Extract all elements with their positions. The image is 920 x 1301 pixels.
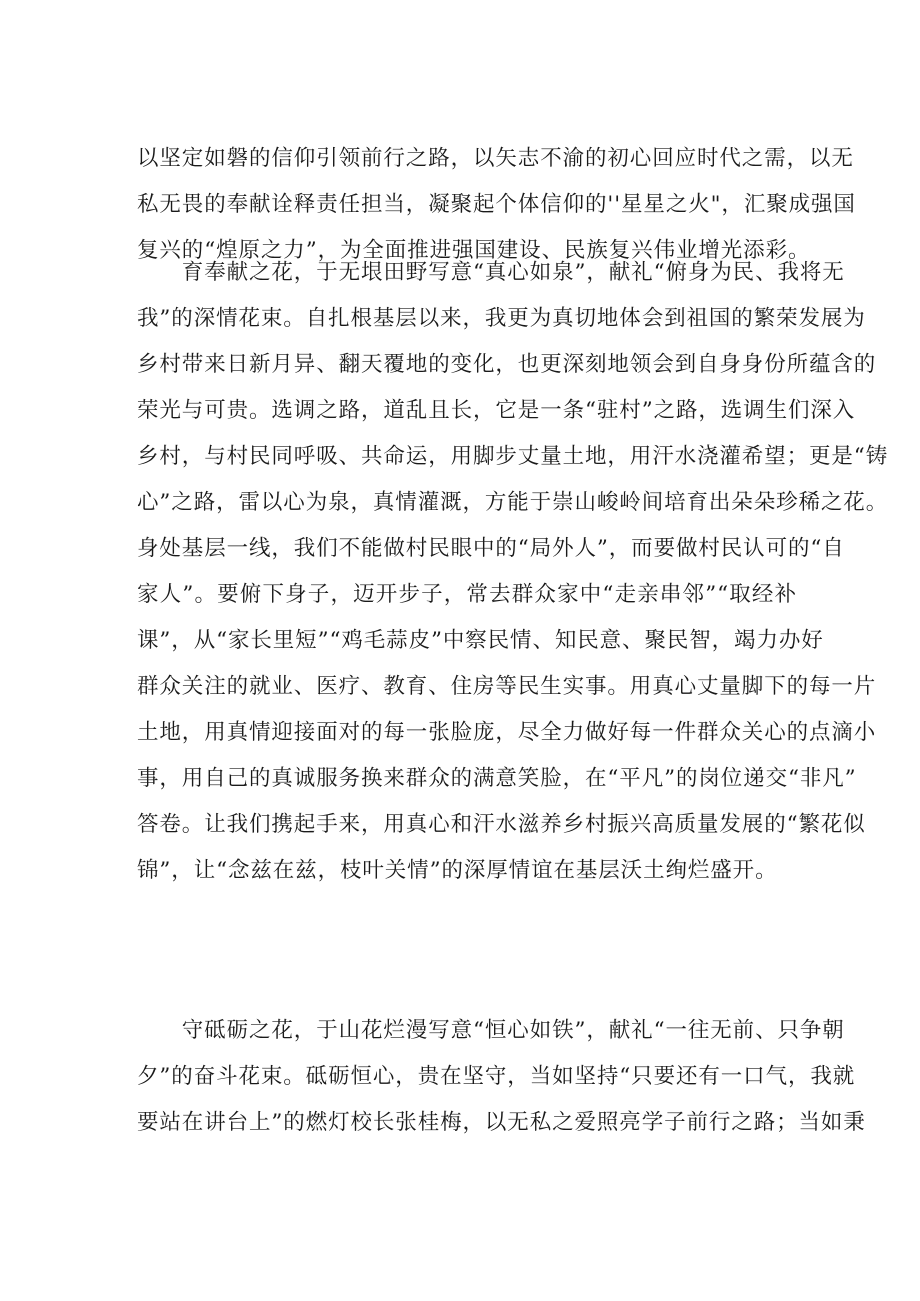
paragraph-line: 私无畏的奉献诠释责任担当，凝聚起个体信仰的''星星之火"，汇聚成强国: [137, 192, 856, 217]
paragraph-line: 荣光与可贵。选调之路，道乱且长，它是一条“驻村”之路，选调生们深入: [137, 398, 856, 423]
paragraph-line: 心”之路，雷以心为泉，真情灌溉，方能于崇山峻岭间培育出朵朵珍稀之花。: [137, 490, 889, 515]
paragraph-line: 答卷。让我们携起手来，用真心和汗水滋养乡村振兴高质量发展的“繁花似: [137, 812, 866, 837]
paragraph-line: 身处基层一线，我们不能做村民眼中的“局外人”，而要做村民认可的“自: [137, 536, 845, 561]
paragraph-line: 事，用自己的真诚服务换来群众的满意笑脸，在“平凡”的岗位递交“非凡”: [137, 766, 857, 791]
paragraph-line: 守砥砺之花，于山花烂漫写意“恒心如铁”，献礼“一往无前、只争朝: [137, 1018, 845, 1043]
paragraph-3: [137, 1015, 866, 1153]
paragraph-line: 要站在讲台上”的燃灯校长张桂梅，以无私之爱照亮学子前行之路；当如秉: [137, 1110, 866, 1135]
paragraph-line: 育奉献之花，于无垠田野写意“真心如泉”，献礼“俯身为民、我将无: [137, 260, 845, 285]
paragraph-line: 土地，用真情迎接面对的每一张脸庞，尽全力做好每一件群众关心的点滴小: [137, 720, 877, 745]
paragraph-line: 课”，从“家长里短”“鸡毛蒜皮”中察民情、知民意、聚民智，竭力办好: [137, 628, 824, 653]
paragraph-line: 群众关注的就业、医疗、教育、住房等民生实事。用真心丈量脚下的每一片: [137, 674, 877, 699]
paragraph-line: 以坚定如磐的信仰引领前行之路，以矢志不渝的初心回应时代之需，以无: [137, 146, 854, 171]
paragraph-line: 复兴的“煌原之力”，为全面推进强国建设、民族复兴伟业增光添彩。: [137, 238, 811, 263]
paragraph-line: 夕”的奋斗花束。砥砺恒心，贵在坚守，当如坚持“只要还有一口气，我就: [137, 1064, 856, 1089]
paragraph-line: 家人”。要俯下身子，迈开步子，常去群众家中“走亲串邻”“取经补: [137, 582, 797, 607]
paragraph-line: 锦”，让“念兹在兹，枝叶关情”的深厚情谊在基层沃土绚烂盛开。: [137, 858, 778, 883]
paragraph-line: 乡村，与村民同呼吸、共命运，用脚步丈量土地，用汗水浇灌希望；更是“铸: [137, 444, 889, 469]
paragraph-line: 我”的深情花束。自扎根基层以来，我更为真切地体会到祖国的繁荣发展为: [137, 306, 866, 331]
paragraph-line: 乡村带来日新月异、翻天覆地的变化，也更深刻地领会到自身身份所蕴含的: [137, 352, 877, 377]
paragraph-2: [137, 257, 889, 901]
